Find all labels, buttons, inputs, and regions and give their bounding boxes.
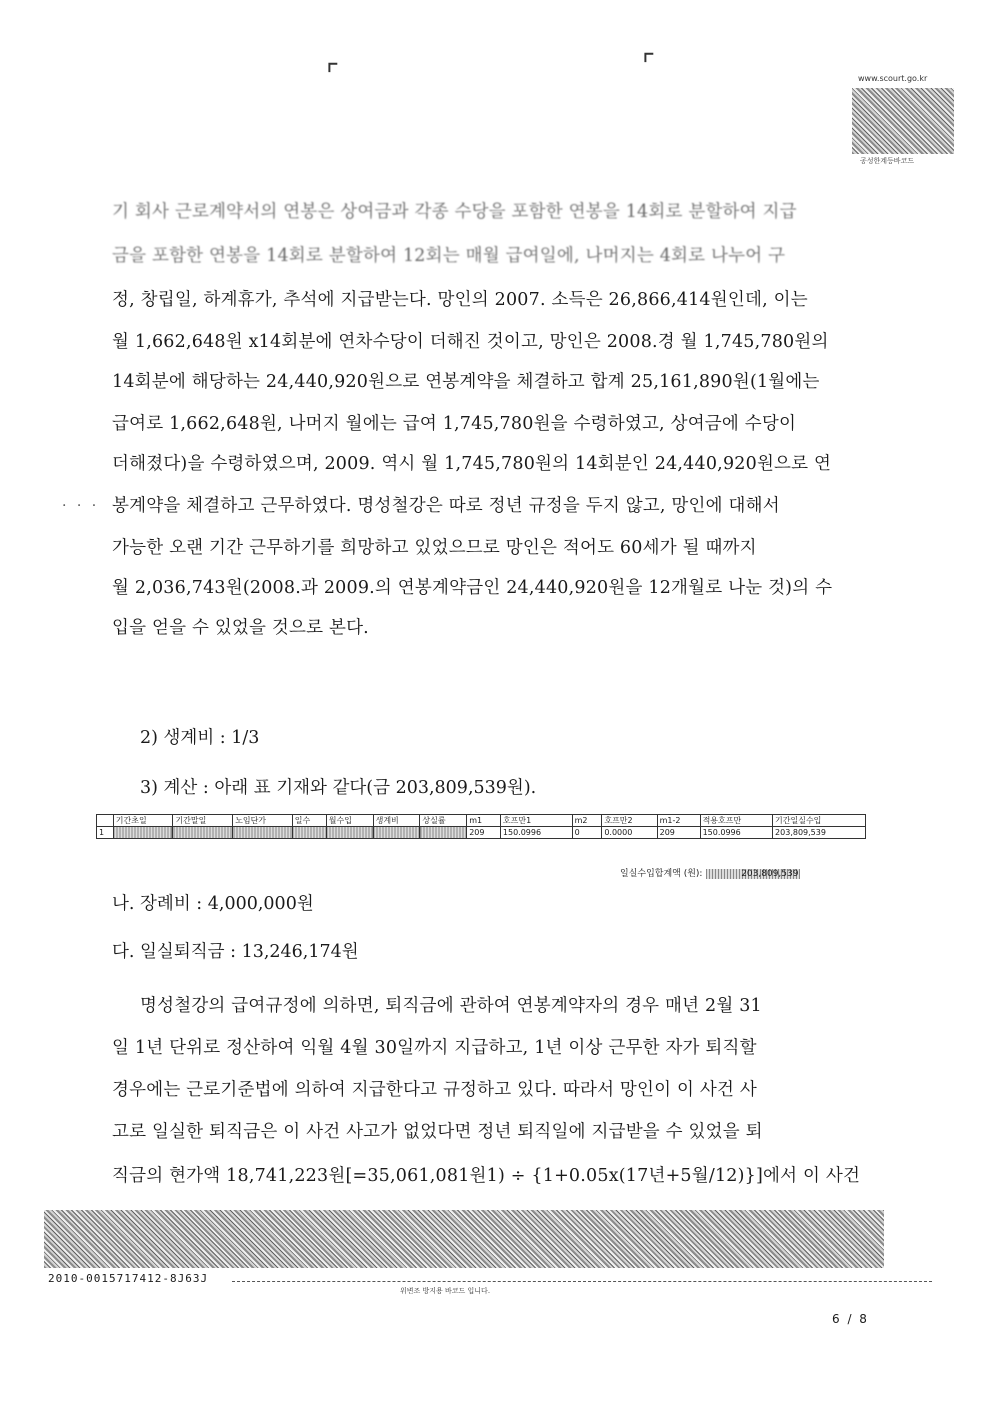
body-line: 경우에는 근로기준법에 의하여 지급한다고 규정하고 있다. 따라서 망인이 이 사건 사 bbox=[112, 1080, 757, 1100]
table-cell bbox=[173, 827, 233, 839]
table-cell bbox=[326, 827, 373, 839]
body-line: 입을 얻을 수 있었을 것으로 본다. bbox=[112, 618, 369, 638]
faded-text-line: 기 회사 근로계약서의 연봉은 상여금과 각종 수당을 포함한 연봉을 14회로 분할하여 지급 bbox=[112, 202, 797, 222]
table-row bbox=[97, 827, 866, 839]
body-line: 고로 일실한 퇴직금은 이 사건 사고가 없었다면 정년 퇴직일에 지급받을 수 있었을 퇴 bbox=[112, 1122, 763, 1142]
table-header: 호프만1 bbox=[500, 815, 572, 827]
table-cell: 0.0000 bbox=[602, 827, 657, 839]
body-line: 일 1년 단위로 정산하여 익월 4월 30일까지 지급하고, 1년 이상 근무한 자가 퇴직할 bbox=[112, 1038, 757, 1058]
scan-dots: · · · bbox=[62, 498, 100, 514]
table-header: m1 bbox=[467, 815, 501, 827]
body-line: 더해졌다)을 수령하였으며, 2009. 역시 월 1,745,780원의 14회분인 24,440,920원으로 연 bbox=[112, 454, 832, 474]
table-header: 기간말일 bbox=[173, 815, 233, 827]
table-cell: 0 bbox=[572, 827, 602, 839]
table-cell: 203,809,539 bbox=[773, 827, 866, 839]
item-retirement: 다. 일실퇴직금 : 13,246,174원 bbox=[112, 942, 359, 962]
total-label: 일실수입합계액 (원): bbox=[620, 869, 703, 879]
table-header: 상실률 bbox=[420, 815, 467, 827]
table-header-row bbox=[97, 815, 866, 827]
total-value: 203,809,539 bbox=[706, 869, 800, 879]
table-cell bbox=[113, 827, 173, 839]
table-cell bbox=[292, 827, 326, 839]
table-header: m1-2 bbox=[657, 815, 700, 827]
table-cell bbox=[420, 827, 467, 839]
table-header: 월수입 bbox=[326, 815, 373, 827]
body-line: 명성철강의 급여규정에 의하면, 퇴직금에 관하여 연봉계약자의 경우 매년 2월 31 bbox=[140, 996, 762, 1016]
table-header: 기간일실수입 bbox=[773, 815, 866, 827]
body-line: 급여로 1,662,648원, 나머지 월에는 급여 1,745,780원을 수령하였고, 상여금에 수당이 bbox=[112, 414, 797, 434]
body-line: 봉계약을 체결하고 근무하였다. 명성철강은 따로 정년 규정을 두지 않고, 망인에 대해서 bbox=[112, 496, 780, 516]
body-line: 월 1,662,648원 x14회분에 연차수당이 더해진 것이고, 망인은 2008.경 월 1,745,780원의 bbox=[112, 332, 829, 352]
body-line: 월 2,036,743원(2008.과 2009.의 연봉계약금인 24,440,920원을 12개월로 나눈 것)의 수 bbox=[112, 578, 833, 598]
calculation-table bbox=[96, 814, 866, 839]
barcode-image bbox=[852, 88, 954, 154]
body-line: 가능한 오랜 기간 근무하기를 희망하고 있었으므로 망인은 적어도 60세가 될 때까지 bbox=[112, 538, 757, 558]
item-living-cost: 2) 생계비 : 1/3 bbox=[140, 728, 260, 748]
table-header: 일수 bbox=[292, 815, 326, 827]
table-header: 기간초일 bbox=[113, 815, 173, 827]
table-cell: 209 bbox=[657, 827, 700, 839]
table-header bbox=[97, 815, 114, 827]
body-line: 정, 창립일, 하계휴가, 추석에 지급받는다. 망인의 2007. 소득은 26,866,414원인데, 이는 bbox=[112, 290, 808, 310]
table-total bbox=[620, 866, 800, 879]
table-header: m2 bbox=[572, 815, 602, 827]
table-cell: 1 bbox=[97, 827, 114, 839]
divider bbox=[232, 1281, 932, 1282]
table-cell bbox=[233, 827, 293, 839]
item-calculation: 3) 계산 : 아래 표 기재와 같다(금 203,809,539원). bbox=[140, 778, 537, 798]
scan-mark: ⌜ bbox=[642, 48, 656, 81]
item-funeral: 나. 장례비 : 4,000,000원 bbox=[112, 894, 314, 914]
table-header: 호프만2 bbox=[602, 815, 657, 827]
barcode-notice: 위변조 방지용 바코드 입니다. bbox=[400, 1287, 491, 1295]
barcode-caption: 공성한계등바코드 bbox=[860, 157, 915, 165]
table-header: 적용호프만 bbox=[700, 815, 772, 827]
body-line: 직금의 현가액 18,741,223원[=35,061,081원1) ÷ {1+0.05x(17년+5월/12)}]에서 이 사건 bbox=[112, 1166, 861, 1186]
table-header: 생계비 bbox=[373, 815, 420, 827]
footer-barcode bbox=[44, 1210, 884, 1268]
scan-mark: ⌜ bbox=[326, 58, 340, 91]
body-line: 14회분에 해당하는 24,440,920원으로 연봉계약을 체결하고 합계 25,161,890원(1월에는 bbox=[112, 372, 820, 392]
table-cell bbox=[373, 827, 420, 839]
page-number: 6 / 8 bbox=[832, 1312, 869, 1326]
court-url: www.scourt.go.kr bbox=[858, 74, 928, 83]
table-cell: 150.0996 bbox=[500, 827, 572, 839]
table-cell: 150.0996 bbox=[700, 827, 772, 839]
faded-text-line: 금을 포함한 연봉을 14회로 분할하여 12회는 매월 급여일에, 나머지는 4회로 나누어 구 bbox=[112, 246, 786, 266]
document-id: 2010-0015717412-8J63J bbox=[48, 1272, 209, 1285]
table-header: 노임단가 bbox=[233, 815, 293, 827]
table-cell: 209 bbox=[467, 827, 501, 839]
